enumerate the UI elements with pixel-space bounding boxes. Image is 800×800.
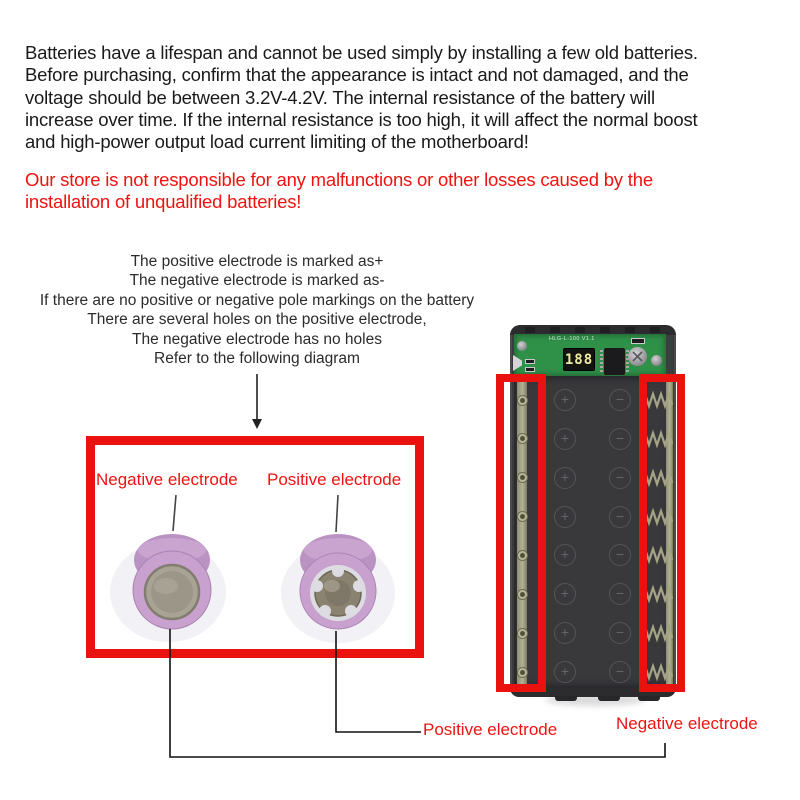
positive-contacts-red-box xyxy=(496,374,546,692)
negative-mark-circle: − xyxy=(609,661,631,683)
disclaimer-line: installation of unqualified batteries! xyxy=(25,191,302,213)
ic-chip xyxy=(604,348,625,375)
case-foot xyxy=(638,696,660,701)
ic-pins xyxy=(600,350,603,373)
battery-warning-paragraph xyxy=(25,42,795,153)
instruction-line: If there are no positive or negative pole markings on the battery xyxy=(39,291,475,309)
case-vent-notch xyxy=(525,327,535,333)
down-arrow-icon xyxy=(252,374,262,429)
instruction-line: The positive electrode is marked as+ xyxy=(130,253,384,270)
instruction-line: There are several holes on the positive electrode, xyxy=(87,311,427,329)
negative-mark-circle: − xyxy=(609,544,631,566)
positive-mark-circle: + xyxy=(554,622,576,644)
positive-mark-circle: + xyxy=(554,389,576,411)
case-vent-notch xyxy=(575,327,585,333)
case-foot xyxy=(555,696,577,701)
negative-mark-circle: − xyxy=(609,506,631,528)
screw xyxy=(651,355,662,366)
circuit-board xyxy=(514,334,666,376)
positive-electrode-label: Positive electrode xyxy=(267,470,402,489)
smd-component xyxy=(525,359,535,364)
instruction-line: The negative electrode is marked as- xyxy=(129,272,385,290)
case-positive-electrode-label: Positive electrode xyxy=(423,720,558,739)
case-foot xyxy=(598,696,620,701)
negative-springs-red-box xyxy=(639,374,685,692)
smd-component xyxy=(525,367,535,372)
instruction-line: Refer to the following diagram xyxy=(154,350,360,368)
case-vent-notch xyxy=(600,327,610,333)
case-vent-notch xyxy=(550,327,560,333)
disclaimer-line: Our store is not responsible for any malfunctions or other losses caused by the xyxy=(25,169,653,190)
screw xyxy=(517,341,527,351)
negative-mark-circle: − xyxy=(609,389,631,411)
negative-electrode-label: Negative electrode xyxy=(96,470,238,489)
positive-mark-circle: + xyxy=(554,428,576,450)
pcb-contact-tab xyxy=(513,355,522,371)
negative-mark-circle: − xyxy=(609,467,631,489)
pcb-silkscreen-text: HLG-L-100 V1.1 xyxy=(549,336,595,342)
warning-line: voltage should be between 3.2V-4.2V. The internal resistance of the battery will xyxy=(25,86,655,108)
smd-component xyxy=(631,338,645,344)
negative-mark-circle: − xyxy=(609,622,631,644)
negative-mark-circle: − xyxy=(609,583,631,605)
warning-line: increase over time. If the internal resistance is too high, it will affect the normal boost xyxy=(25,108,698,130)
case-vent-notch xyxy=(650,327,660,333)
warning-line: and high-power output load current limiting of the motherboard! xyxy=(25,131,529,153)
case-negative-electrode-label: Negative electrode xyxy=(616,714,758,733)
warning-line: Batteries have a lifespan and cannot be used simply by installing a few old batteries. xyxy=(25,42,698,63)
warning-line: Before purchasing, confirm that the appearance is intact and not damaged, and the xyxy=(25,64,689,86)
button-cross-slot xyxy=(632,351,643,362)
instruction-line: The negative electrode has no holes xyxy=(132,330,382,348)
power-button xyxy=(628,347,647,366)
negative-mark-circle: − xyxy=(609,428,631,450)
voltage-display: 188 xyxy=(563,348,595,371)
negative-battery-photo xyxy=(106,534,232,651)
positive-mark-circle: + xyxy=(554,583,576,605)
positive-mark-circle: + xyxy=(554,661,576,683)
positive-battery-photo xyxy=(272,534,402,651)
positive-mark-circle: + xyxy=(554,506,576,528)
case-vent-notch xyxy=(625,327,635,333)
positive-mark-circle: + xyxy=(554,544,576,566)
electrode-instructions xyxy=(0,252,514,368)
positive-mark-circle: + xyxy=(554,467,576,489)
store-disclaimer-paragraph xyxy=(25,169,795,214)
